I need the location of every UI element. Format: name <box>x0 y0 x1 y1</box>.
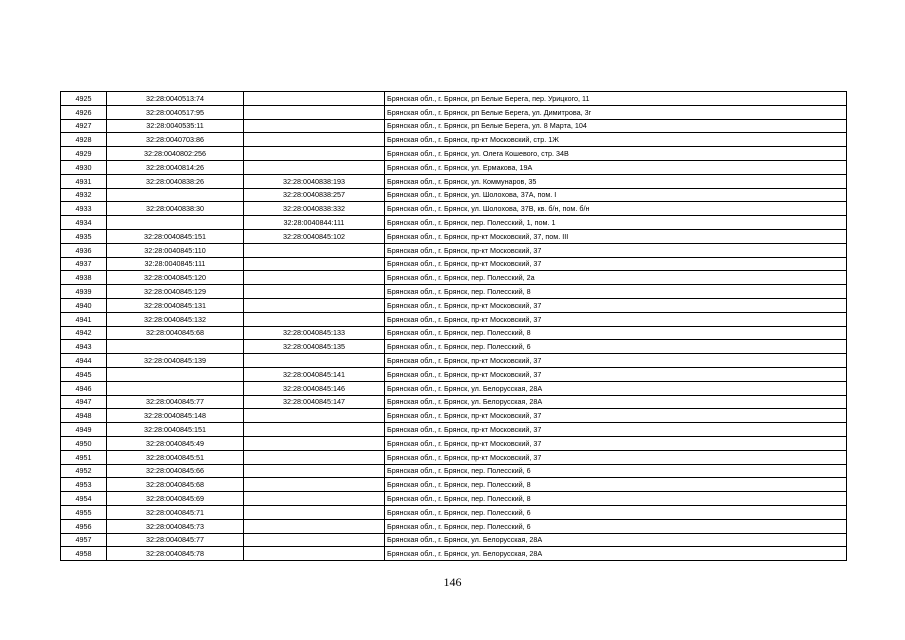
cadastral-number-cell <box>107 367 244 381</box>
row-number-cell: 4937 <box>61 257 107 271</box>
table-row <box>61 243 847 257</box>
related-cadastral-number-cell <box>244 464 385 478</box>
table-row <box>61 533 847 547</box>
related-cadastral-number-cell: 32:28:0040838:332 <box>244 202 385 216</box>
row-number-cell: 4931 <box>61 174 107 188</box>
table-row <box>61 492 847 506</box>
address-cell: Брянская обл., г. Брянск, пр-кт Московский, 37 <box>385 354 847 368</box>
table-row <box>61 505 847 519</box>
property-table <box>60 91 847 561</box>
row-number-cell: 4940 <box>61 298 107 312</box>
related-cadastral-number-cell <box>244 409 385 423</box>
address-cell: Брянская обл., г. Брянск, пер. Полесский, 6 <box>385 464 847 478</box>
table-row <box>61 174 847 188</box>
related-cadastral-number-cell: 32:28:0040838:257 <box>244 188 385 202</box>
row-number-cell: 4945 <box>61 367 107 381</box>
cadastral-number-cell: 32:28:0040845:131 <box>107 298 244 312</box>
address-cell: Брянская обл., г. Брянск, пер. Полесский, 6 <box>385 519 847 533</box>
row-number-cell: 4936 <box>61 243 107 257</box>
cadastral-number-cell: 32:28:0040845:132 <box>107 312 244 326</box>
cadastral-number-cell: 32:28:0040845:66 <box>107 464 244 478</box>
row-number-cell: 4928 <box>61 133 107 147</box>
cadastral-number-cell: 32:28:0040845:120 <box>107 271 244 285</box>
address-cell: Брянская обл., г. Брянск, пер. Полесский, 6 <box>385 340 847 354</box>
related-cadastral-number-cell <box>244 92 385 106</box>
table-row <box>61 381 847 395</box>
table-row <box>61 547 847 561</box>
address-cell: Брянская обл., г. Брянск, ул. Шолохова, 37А, пом. I <box>385 188 847 202</box>
table-row <box>61 409 847 423</box>
table-row <box>61 436 847 450</box>
table-row <box>61 216 847 230</box>
row-number-cell: 4929 <box>61 147 107 161</box>
address-cell: Брянская обл., г. Брянск, пер. Полесский, 8 <box>385 478 847 492</box>
address-cell: Брянская обл., г. Брянск, пр-кт Московский, 37 <box>385 409 847 423</box>
cadastral-number-cell: 32:28:0040845:69 <box>107 492 244 506</box>
address-cell: Брянская обл., г. Брянск, пр-кт Московский, 37 <box>385 450 847 464</box>
address-cell: Брянская обл., г. Брянск, пр-кт Московский, 37 <box>385 436 847 450</box>
related-cadastral-number-cell <box>244 285 385 299</box>
cadastral-number-cell: 32:28:0040845:77 <box>107 533 244 547</box>
cadastral-number-cell: 32:28:0040845:151 <box>107 229 244 243</box>
table-row <box>61 340 847 354</box>
address-cell: Брянская обл., г. Брянск, пр-кт Московский, 37 <box>385 298 847 312</box>
related-cadastral-number-cell <box>244 354 385 368</box>
cadastral-number-cell: 32:28:0040845:73 <box>107 519 244 533</box>
cadastral-number-cell: 32:28:0040845:139 <box>107 354 244 368</box>
related-cadastral-number-cell <box>244 478 385 492</box>
row-number-cell: 4954 <box>61 492 107 506</box>
table-row <box>61 147 847 161</box>
address-cell: Брянская обл., г. Брянск, рп Белые Берега, ул. Димитрова, 3г <box>385 105 847 119</box>
address-cell: Брянская обл., г. Брянск, пр-кт Московский, 37 <box>385 243 847 257</box>
row-number-cell: 4939 <box>61 285 107 299</box>
address-cell: Брянская обл., г. Брянск, ул. Белорусская, 28А <box>385 533 847 547</box>
address-cell: Брянская обл., г. Брянск, ул. Белорусская, 28А <box>385 547 847 561</box>
row-number-cell: 4947 <box>61 395 107 409</box>
cadastral-number-cell <box>107 381 244 395</box>
cadastral-number-cell <box>107 188 244 202</box>
related-cadastral-number-cell <box>244 271 385 285</box>
table-row <box>61 257 847 271</box>
address-cell: Брянская обл., г. Брянск, пер. Полесский, 8 <box>385 492 847 506</box>
row-number-cell: 4943 <box>61 340 107 354</box>
row-number-cell: 4946 <box>61 381 107 395</box>
table-row <box>61 354 847 368</box>
row-number-cell: 4952 <box>61 464 107 478</box>
related-cadastral-number-cell <box>244 147 385 161</box>
cadastral-number-cell: 32:28:0040517:95 <box>107 105 244 119</box>
related-cadastral-number-cell: 32:28:0040845:147 <box>244 395 385 409</box>
table-row <box>61 105 847 119</box>
cadastral-number-cell: 32:28:0040845:129 <box>107 285 244 299</box>
page-number: 146 <box>443 575 462 589</box>
cadastral-number-cell <box>107 340 244 354</box>
table-row <box>61 133 847 147</box>
related-cadastral-number-cell <box>244 160 385 174</box>
row-number-cell: 4942 <box>61 326 107 340</box>
address-cell: Брянская обл., г. Брянск, пр-кт Московский, 37 <box>385 423 847 437</box>
table-row <box>61 450 847 464</box>
table-row <box>61 326 847 340</box>
related-cadastral-number-cell <box>244 133 385 147</box>
address-cell: Брянская обл., г. Брянск, пер. Полесский, 8 <box>385 326 847 340</box>
row-number-cell: 4944 <box>61 354 107 368</box>
cadastral-number-cell: 32:28:0040845:68 <box>107 326 244 340</box>
table-row <box>61 478 847 492</box>
table-body <box>61 92 847 561</box>
address-cell: Брянская обл., г. Брянск, рп Белые Берега, ул. 8 Марта, 104 <box>385 119 847 133</box>
cadastral-number-cell: 32:28:0040814:26 <box>107 160 244 174</box>
address-cell: Брянская обл., г. Брянск, пр-кт Московский, 37 <box>385 312 847 326</box>
row-number-cell: 4955 <box>61 505 107 519</box>
row-number-cell: 4927 <box>61 119 107 133</box>
address-cell: Брянская обл., г. Брянск, пр-кт Московский, 37, пом. III <box>385 229 847 243</box>
address-cell: Брянская обл., г. Брянск, ул. Олега Кошевого, стр. 34В <box>385 147 847 161</box>
table-row <box>61 298 847 312</box>
cadastral-number-cell: 32:28:0040838:30 <box>107 202 244 216</box>
table-row <box>61 464 847 478</box>
cadastral-number-cell: 32:28:0040845:151 <box>107 423 244 437</box>
table-row <box>61 285 847 299</box>
cadastral-number-cell: 32:28:0040703:86 <box>107 133 244 147</box>
related-cadastral-number-cell <box>244 423 385 437</box>
related-cadastral-number-cell <box>244 105 385 119</box>
related-cadastral-number-cell <box>244 119 385 133</box>
related-cadastral-number-cell: 32:28:0040845:102 <box>244 229 385 243</box>
table-row <box>61 367 847 381</box>
related-cadastral-number-cell <box>244 436 385 450</box>
table-row <box>61 271 847 285</box>
row-number-cell: 4950 <box>61 436 107 450</box>
table-row <box>61 119 847 133</box>
cadastral-number-cell <box>107 216 244 230</box>
row-number-cell: 4935 <box>61 229 107 243</box>
table-row <box>61 92 847 106</box>
row-number-cell: 4926 <box>61 105 107 119</box>
address-cell: Брянская обл., г. Брянск, пер. Полесский, 8 <box>385 285 847 299</box>
row-number-cell: 4958 <box>61 547 107 561</box>
cadastral-number-cell: 32:28:0040845:78 <box>107 547 244 561</box>
row-number-cell: 4951 <box>61 450 107 464</box>
cadastral-number-cell: 32:28:0040838:26 <box>107 174 244 188</box>
cadastral-number-cell: 32:28:0040845:110 <box>107 243 244 257</box>
table-row <box>61 395 847 409</box>
row-number-cell: 4930 <box>61 160 107 174</box>
row-number-cell: 4957 <box>61 533 107 547</box>
related-cadastral-number-cell <box>244 298 385 312</box>
address-cell: Брянская обл., г. Брянск, ул. Коммунаров, 35 <box>385 174 847 188</box>
related-cadastral-number-cell: 32:28:0040844:111 <box>244 216 385 230</box>
address-cell: Брянская обл., г. Брянск, рп Белые Берега, пер. Урицкого, 11 <box>385 92 847 106</box>
row-number-cell: 4956 <box>61 519 107 533</box>
table-row <box>61 423 847 437</box>
related-cadastral-number-cell: 32:28:0040845:146 <box>244 381 385 395</box>
cadastral-number-cell: 32:28:0040513:74 <box>107 92 244 106</box>
address-cell: Брянская обл., г. Брянск, пер. Полесский, 2а <box>385 271 847 285</box>
address-cell: Брянская обл., г. Брянск, пер. Полесский, 6 <box>385 505 847 519</box>
row-number-cell: 4953 <box>61 478 107 492</box>
related-cadastral-number-cell <box>244 519 385 533</box>
row-number-cell: 4941 <box>61 312 107 326</box>
related-cadastral-number-cell: 32:28:0040845:133 <box>244 326 385 340</box>
cadastral-number-cell: 32:28:0040845:68 <box>107 478 244 492</box>
cadastral-number-cell: 32:28:0040845:148 <box>107 409 244 423</box>
table-row <box>61 188 847 202</box>
related-cadastral-number-cell <box>244 533 385 547</box>
table-row <box>61 160 847 174</box>
related-cadastral-number-cell: 32:28:0040845:141 <box>244 367 385 381</box>
cadastral-number-cell: 32:28:0040802:256 <box>107 147 244 161</box>
address-cell: Брянская обл., г. Брянск, ул. Белорусская, 28А <box>385 395 847 409</box>
row-number-cell: 4925 <box>61 92 107 106</box>
related-cadastral-number-cell <box>244 450 385 464</box>
address-cell: Брянская обл., г. Брянск, пер. Полесский, 1, пом. 1 <box>385 216 847 230</box>
row-number-cell: 4948 <box>61 409 107 423</box>
related-cadastral-number-cell <box>244 312 385 326</box>
cadastral-number-cell: 32:28:0040845:111 <box>107 257 244 271</box>
address-cell: Брянская обл., г. Брянск, ул. Белорусская, 28А <box>385 381 847 395</box>
address-cell: Брянская обл., г. Брянск, пр-кт Московский, 37 <box>385 367 847 381</box>
table-row <box>61 202 847 216</box>
address-cell: Брянская обл., г. Брянск, ул. Ермакова, 19А <box>385 160 847 174</box>
related-cadastral-number-cell <box>244 492 385 506</box>
table-row <box>61 519 847 533</box>
row-number-cell: 4933 <box>61 202 107 216</box>
related-cadastral-number-cell: 32:28:0040845:135 <box>244 340 385 354</box>
cadastral-number-cell: 32:28:0040845:77 <box>107 395 244 409</box>
related-cadastral-number-cell <box>244 243 385 257</box>
related-cadastral-number-cell: 32:28:0040838:193 <box>244 174 385 188</box>
address-cell: Брянская обл., г. Брянск, пр-кт Московский, стр. 1Ж <box>385 133 847 147</box>
related-cadastral-number-cell <box>244 257 385 271</box>
table-row <box>61 312 847 326</box>
address-cell: Брянская обл., г. Брянск, пр-кт Московский, 37 <box>385 257 847 271</box>
row-number-cell: 4949 <box>61 423 107 437</box>
related-cadastral-number-cell <box>244 547 385 561</box>
related-cadastral-number-cell <box>244 505 385 519</box>
row-number-cell: 4932 <box>61 188 107 202</box>
cadastral-number-cell: 32:28:0040845:71 <box>107 505 244 519</box>
table-row <box>61 229 847 243</box>
row-number-cell: 4934 <box>61 216 107 230</box>
cadastral-number-cell: 32:28:0040535:11 <box>107 119 244 133</box>
cadastral-number-cell: 32:28:0040845:49 <box>107 436 244 450</box>
cadastral-number-cell: 32:28:0040845:51 <box>107 450 244 464</box>
address-cell: Брянская обл., г. Брянск, ул. Шолохова, 37В, кв. б/н, пом. б/н <box>385 202 847 216</box>
row-number-cell: 4938 <box>61 271 107 285</box>
